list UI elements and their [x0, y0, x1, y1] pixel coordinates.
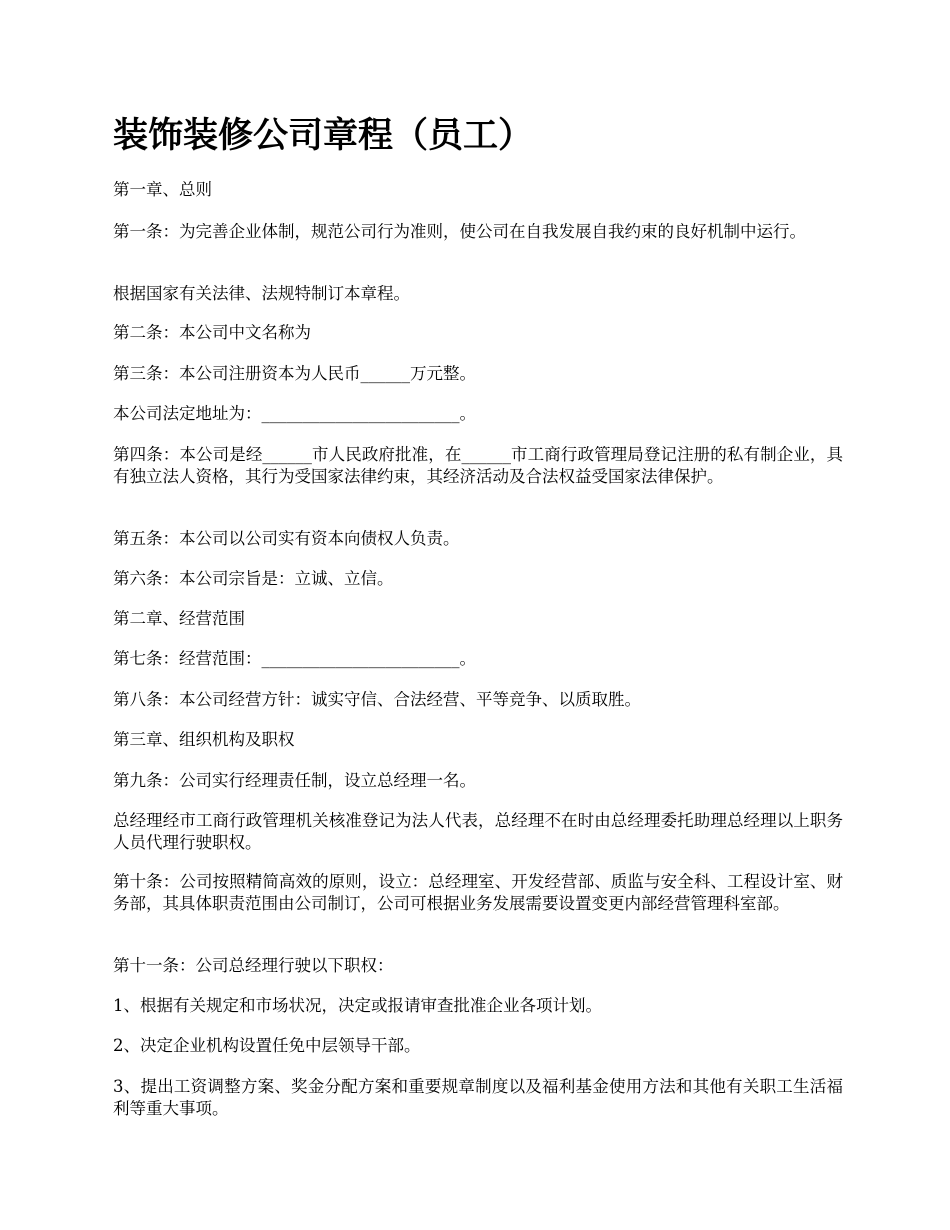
paragraph: 第十一条：公司总经理行驶以下职权： [113, 956, 394, 975]
list-item: 3、提出工资调整方案、奖金分配方案和重要规章制度以及福利基金使用方法和其他有关职工生活福利等重大事项。 [113, 1077, 843, 1118]
paragraph: 第九条：公司实行经理责任制，设立总经理一名。 [113, 771, 476, 790]
paragraph: 第五条：本公司以公司实有资本向债权人负责。 [113, 529, 460, 548]
paragraph: 第八条：本公司经营方针：诚实守信、合法经营、平等竞争、以质取胜。 [113, 690, 641, 709]
document-title: 装饰装修公司章程（员工） [113, 115, 534, 156]
chapter-heading: 第二章、经营范围 [113, 609, 245, 628]
list-item: 2、决定企业机构设置任免中层领导干部。 [113, 1036, 421, 1055]
paragraph: 第三条：本公司注册资本为人民币______万元整。 [113, 364, 476, 383]
paragraph: 总经理经市工商行政管理机关核准登记为法人代表，总经理不在时由总经理委托助理总经理以上职务人员代理行驶职权。 [113, 811, 843, 852]
paragraph: 根据国家有关法律、法规特制订本章程。 [113, 284, 410, 303]
paragraph: 第十条：公司按照精简高效的原则，设立：总经理室、开发经营部、质监与安全科、工程设计室、财务部，其具体职责范围由公司制订，公司可根据业务发展需要设置变更内部经营管理科室部。 [113, 872, 843, 913]
paragraph: 第四条：本公司是经______市人民政府批准，在______市工商行政管理局登记注册的私有制企业，具有独立法人资格，其行为受国家法律约束，其经济活动及合法权益受国家法律保护。 [113, 445, 843, 486]
chapter-heading: 第三章、组织机构及职权 [113, 730, 295, 749]
paragraph: 第二条：本公司中文名称为 [113, 323, 311, 342]
chapter-heading: 第一章、总则 [113, 180, 212, 199]
paragraph: 本公司法定地址为：________________________。 [113, 404, 476, 423]
paragraph: 第六条：本公司宗旨是：立诚、立信。 [113, 569, 394, 588]
paragraph: 第七条：经营范围：________________________。 [113, 649, 476, 668]
list-item: 1、根据有关规定和市场状况，决定或报请审查批准企业各项计划。 [113, 996, 602, 1015]
paragraph: 第一条：为完善企业体制，规范公司行为准则，使公司在自我发展自我约束的良好机制中运行。 [113, 222, 806, 241]
